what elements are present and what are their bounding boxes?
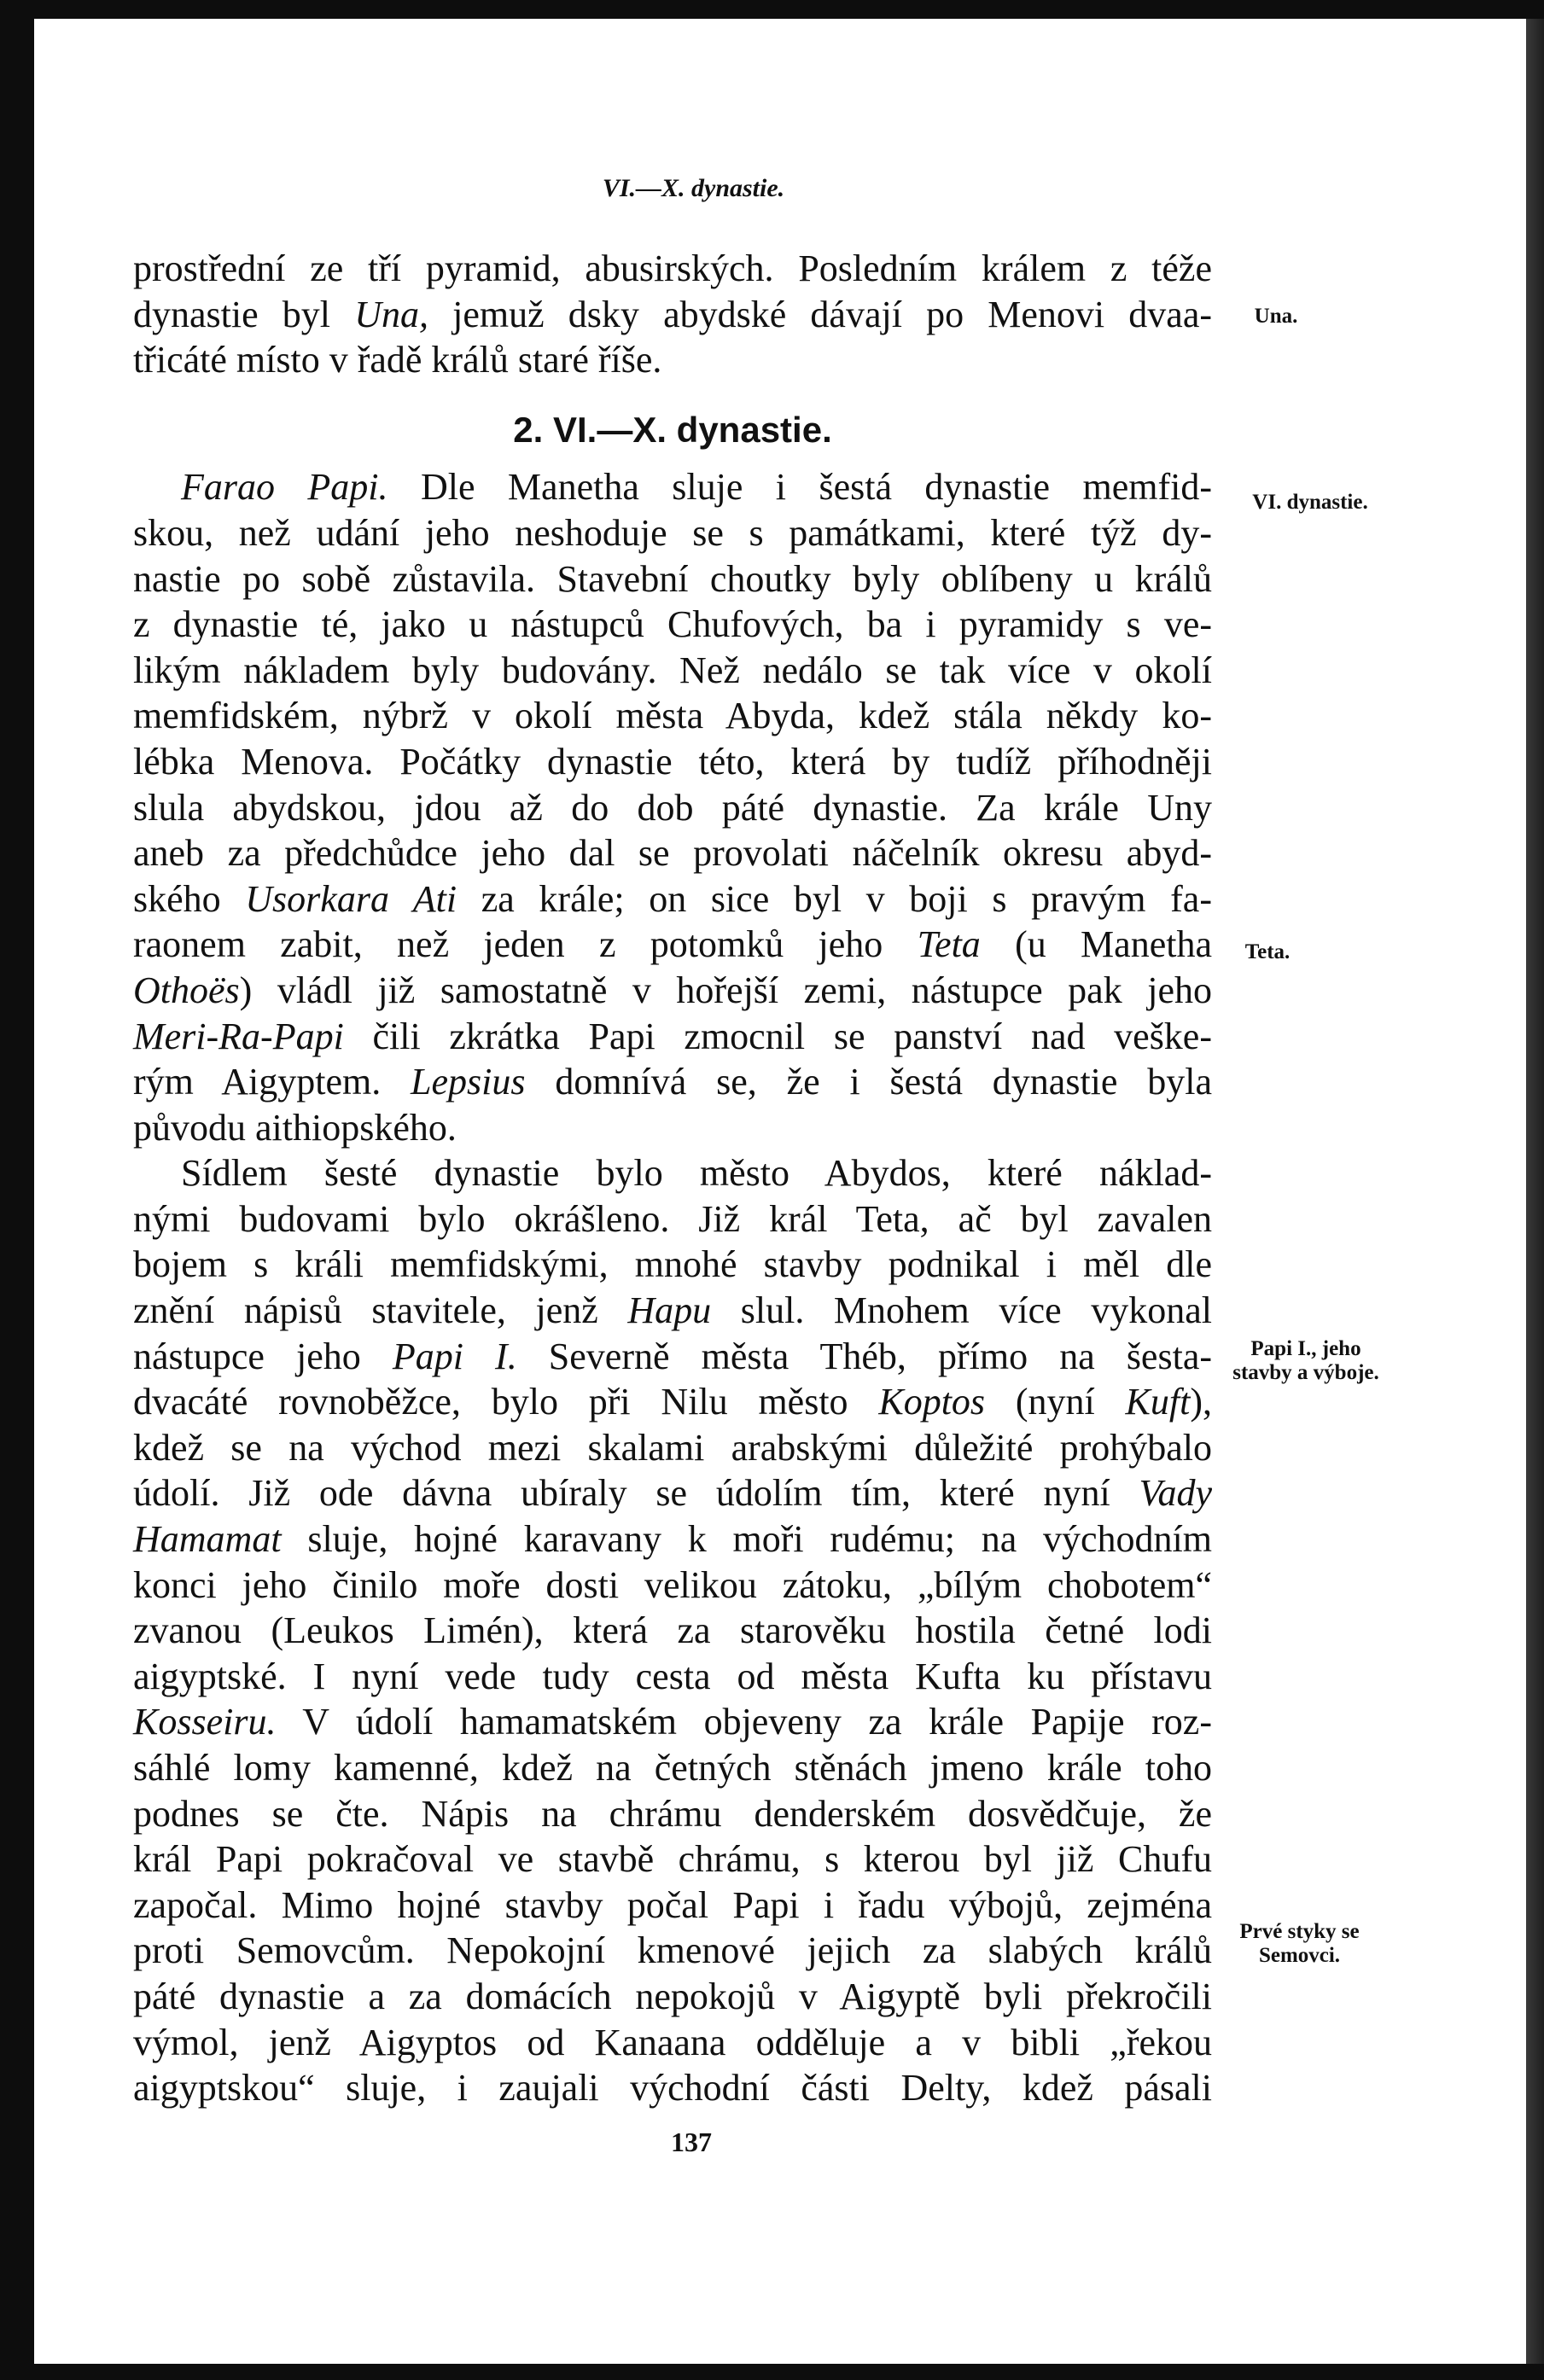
page-edge	[1526, 19, 1544, 2364]
text-line: ského Usorkara Ati za krále; on sice byl v boji s pravým fa-	[133, 877, 1212, 920]
page-number: 137	[671, 2127, 712, 2157]
text-line: původu aithiopského.	[133, 1106, 457, 1149]
text-line: sáhlé lomy kamenné, kdež na četných stěnách jmeno krále toho	[133, 1747, 1212, 1789]
margin-note-papi: Papi I., jeho stavby a výboje.	[1232, 1337, 1379, 1384]
text-line: aneb za předchůdce jeho dal se provolati náčelník okresu abyd-	[133, 832, 1212, 875]
margin-note-una: Una.	[1254, 305, 1298, 328]
text-line: třicáté místo v řadě králů staré říše.	[133, 339, 662, 381]
text-line: dvacáté rovnoběžce, bylo při Nilu město Koptos (nyní Kuft),	[133, 1381, 1212, 1423]
text-line: Othoës) vládl již samostatně v hořejší zemi, nástupce pak jeho	[133, 969, 1212, 1011]
text-line: raonem zabit, než jeden z potomků jeho Teta (u Manetha	[133, 923, 1212, 966]
text-line: dynastie byl Una, jemuž dsky abydské dávají po Menovi dvaa-	[133, 293, 1212, 335]
text-line: páté dynastie a za domácích nepokojů v Aigyptě byli překročili	[133, 1975, 1212, 2017]
text-line: Sídlem šesté dynastie bylo město Abydos, které náklad-	[181, 1152, 1212, 1195]
text-line: aigyptskou“ sluje, i zaujali východní části Delty, kdež pásali	[133, 2067, 1212, 2109]
text-line: konci jeho činilo moře dosti velikou zátoku, „bílým chobotem“	[133, 1563, 1212, 1606]
text-line: likým nákladem byly budovány. Než nedálo se tak více v okolí	[133, 649, 1212, 691]
text-line: nástupce jeho Papi I. Severně města Théb, přímo na šesta-	[133, 1335, 1212, 1377]
text-line: prostřední ze tří pyramid, abusirských. Posledním králem z téže	[133, 247, 1212, 289]
text-line: rým Aigyptem. Lepsius domnívá se, že i šestá dynastie byla	[133, 1061, 1212, 1103]
running-header: VI.—X. dynastie.	[602, 174, 785, 202]
text-line: kdež se na východ mezi skalami arabskými důležité prohýbalo	[133, 1426, 1212, 1469]
text-line: započal. Mimo hojné stavby počal Papi i řadu výbojů, zejména	[133, 1883, 1212, 1926]
text-line: nastie po sobě zůstavila. Stavební choutky byly oblíbeny u králů	[133, 557, 1212, 600]
margin-note-teta: Teta.	[1244, 940, 1291, 963]
text-line: Kosseiru. V údolí hamamatském objeveny za krále Papije roz-	[133, 1701, 1212, 1743]
text-line: z dynastie té, jako u nástupců Chufových, ba i pyramidy s ve-	[133, 603, 1212, 646]
text-line: zvanou (Leukos Limén), která za starověku hostila četné lodi	[133, 1609, 1212, 1652]
text-line: skou, než udání jeho neshoduje se s památkami, které týž dy-	[133, 511, 1212, 554]
text-line: znění nápisů stavitele, jenž Hapu slul. Mnohem více vykonal	[133, 1289, 1212, 1332]
text-line: bojem s králi memfidskými, mnohé stavby podnikal i měl dle	[133, 1243, 1212, 1286]
text-line: memfidském, nýbrž v okolí města Abyda, kdež stála někdy ko-	[133, 695, 1212, 737]
margin-note-vi-dynastie: VI. dynastie.	[1252, 491, 1368, 514]
text-line: údolí. Již ode dávna ubíraly se údolím tím, které nyní Vady	[133, 1472, 1212, 1515]
text-line: výmol, jenž Aigyptos od Kanaana odděluje a v bibli „řekou	[133, 2021, 1212, 2063]
text-line: aigyptské. I nyní vede tudy cesta od města Kufta ku přístavu	[133, 1655, 1212, 1697]
book-page	[34, 19, 1526, 2364]
text-line: lébka Menova. Počátky dynastie této, která by tudíž příhodněji	[133, 740, 1212, 783]
text-line: Meri-Ra-Papi čili zkrátka Papi zmocnil se panství nad veške-	[133, 1015, 1212, 1057]
text-line: Hamamat sluje, hojné karavany k moři rudému; na východním	[133, 1518, 1212, 1561]
text-line: král Papi pokračoval ve stavbě chrámu, s kterou byl již Chufu	[133, 1838, 1212, 1881]
section-heading: 2. VI.—X. dynastie.	[513, 409, 832, 450]
body-text	[133, 246, 1212, 2111]
text-line: nými budovami bylo okrášleno. Již král Teta, ač byl zavalen	[133, 1197, 1212, 1240]
text-line: podnes se čte. Nápis na chrámu denderském dosvědčuje, že	[133, 1792, 1212, 1835]
text-line: proti Semovcům. Nepokojní kmenové jejich za slabých králů	[133, 1929, 1212, 1972]
text-line: Farao Papi. Dle Manetha sluje i šestá dynastie memfid-	[181, 466, 1212, 509]
text-line: slula abydskou, jdou až do dob páté dynastie. Za krále Uny	[133, 786, 1212, 829]
margin-note-semovci: Prvé styky se Semovci.	[1239, 1920, 1360, 1967]
